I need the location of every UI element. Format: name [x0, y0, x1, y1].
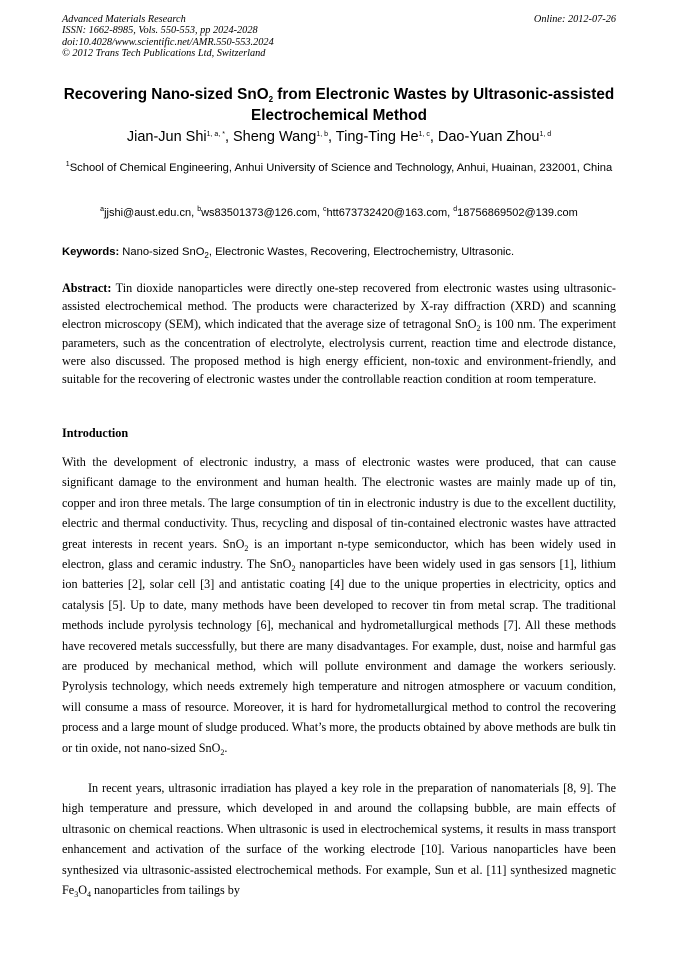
online-date: Online: 2012-07-26: [533, 14, 616, 25]
affiliation-text: School of Chemical Engineering, Anhui University of Science and Technology, Anhui, Huainan, 232001, China: [69, 162, 613, 174]
email-mark: d: [453, 206, 458, 213]
intro-paragraph-1: [62, 452, 616, 758]
author-affil-mark: 1, a, *: [206, 131, 225, 138]
doi-line: doi:10.4028/www.scientific.net/AMR.550-553.2024: [62, 36, 274, 48]
section-heading-introduction: Introduction: [62, 426, 129, 440]
author-name: Jian-Jun Shi: [126, 129, 207, 145]
abstract-text-2: is 100 nm. The experiment parameters, such as the concentration of electrolyte, electrolysis current, reaction time and electrode distance, were also discussed. The proposed method is high energy efficient, non-toxic and environment-friendly, and suitable for the recovering of electronic wastes under the controllable reaction condition at room temperature.: [62, 317, 616, 387]
email-address[interactable]: jjshi@aust.edu.cn: [104, 207, 192, 219]
para-text: With the development of electronic industry, a mass of electronic wastes were produced, that can cause significant damage to the environment and human health. The electronic wastes are mainly made up of tin, copper and iron three metals. The large consumption of tin in electronic industry is due to the excellent ductility, electric and thermal conductivity. Thus, recycling and disposal of tin-contained electronic wastes have attracted great interests in recent years. SnO: [62, 455, 616, 551]
email-address[interactable]: 18756869502@139.com: [457, 207, 578, 219]
author-affil-mark: 1, c: [418, 131, 430, 138]
email-list: $^a$jjshi@aust.edu.cn, $^b$ws83501373@126.com, $^c$htt673732420@163.com, $^d$18756869502@139.com: [100, 206, 578, 219]
affiliation-mark: 1: [65, 161, 70, 168]
para-text: is an important n-type semiconductor, which has been widely used in electron, glass and ceramic industry. The SnO: [62, 536, 616, 572]
para-text: nanoparticles have been widely used in gas sensors [1], lithium ion batteries [2], solar cell [3] and antistatic coating [4] due to the unique properties in electricity, optics and catalysis [5]. Up to date, many methods have been developed to recover tin from metal scrap. The traditional methods include pyrolysis technology [6], mechanical and hydrometallurgical methods [7]. All these methods have recovered metals successfully, but there are many disadvantages. For example, dust, noise and harmful gas are produced by mechanical method, which will pollute environment and damage the workers seriously. Pyrolysis technology, which needs extremely high temperature and nitrogen atmosphere or vacuum condition, will consume a mass of resource. Moreover, it is hard for hydrometallurgical method to control the recovering process and a large mount of sludge produced. What’s more, the products obtained by above methods are bulk tin or tin oxide, not nano-sized SnO: [62, 557, 617, 755]
author-affil-mark: 1, d: [539, 131, 552, 138]
author-name: Ting-Ting He: [335, 129, 419, 145]
keywords-text-2: , Electronic Wastes, Recovering, Electrochemistry, Ultrasonic.: [208, 246, 515, 258]
email-mark: b: [197, 206, 202, 213]
issn-line: ISSN: 1662-8985, Vols. 550-553, pp 2024-2028: [62, 25, 258, 37]
author-name: Dao-Yuan Zhou: [437, 129, 540, 145]
abstract-text-1: Tin dioxide nanoparticles were directly one-step recovered from electronic wastes using ultrasonic-assisted electrochemical method. The products were characterized by X-ray diffraction (XRD) and scanning electron microscopy (SEM), which indicated that the average size of tetragonal SnO: [62, 281, 616, 332]
para-subscript: 4: [87, 890, 91, 900]
paper-title: [62, 84, 616, 126]
para-subscript: 2: [244, 543, 249, 553]
author-affil-mark: 1, b: [316, 131, 328, 138]
copyright-line: © 2012 Trans Tech Publications Ltd, Switzerland: [62, 48, 266, 60]
title-part-2: from Electronic Wastes by Ultrasonic-assisted Electrochemical Method: [251, 86, 615, 124]
email-address[interactable]: htt673732420@163.com: [326, 207, 448, 219]
abstract: [62, 279, 616, 388]
para-text: nanoparticles from tailings by: [91, 883, 240, 898]
abstract-label: Abstract:: [62, 281, 112, 295]
title-subscript: 2: [268, 95, 274, 104]
para-text: .: [224, 740, 228, 755]
journal-header: [62, 14, 616, 60]
email-address[interactable]: ws83501373@126.com: [201, 207, 317, 219]
title-part-1: Recovering Nano-sized SnO: [63, 86, 269, 103]
keywords: [62, 243, 616, 261]
keywords-label: Keywords:: [62, 246, 120, 258]
intro-paragraph-2: [62, 778, 616, 900]
keywords-subscript: 2: [204, 251, 209, 260]
para-text: O: [78, 883, 87, 898]
affiliation: [62, 158, 616, 179]
para-text: In recent years, ultrasonic irradiation has played a key role in the preparation of nanomaterials [8, 9]. The high temperature and pressure, which developed in and around the collapsing bubble, are main effects of ultrasonic on chemical reactions. When ultrasonic is used in electrochemical systems, it results in mass transport enhancement and activation of the surface of the working electrode [10]. Various nanoparticles have been synthesized via ultrasonic-assisted electrochemical methods. For example, Sun et al. [11] synthesized magnetic Fe: [62, 781, 616, 898]
email-mark: c: [322, 206, 327, 213]
keywords-text-1: Nano-sized SnO: [119, 246, 205, 258]
author-list: Jian-Jun Shi$^{1, a, *}$, Sheng Wang$^{1, b}$, Ting-Ting He$^{1, c}$, Dao-Yuan Zhou$^{1, d}$: [126, 129, 552, 145]
para-subscript: 2: [291, 564, 296, 574]
para-subscript: 3: [74, 890, 79, 900]
journal-name: Advanced Materials Research: [62, 14, 186, 25]
author-name: Sheng Wang: [233, 129, 317, 145]
abstract-subscript: 2: [476, 324, 481, 334]
email-mark: a: [100, 206, 105, 213]
para-subscript: 2: [220, 747, 225, 757]
